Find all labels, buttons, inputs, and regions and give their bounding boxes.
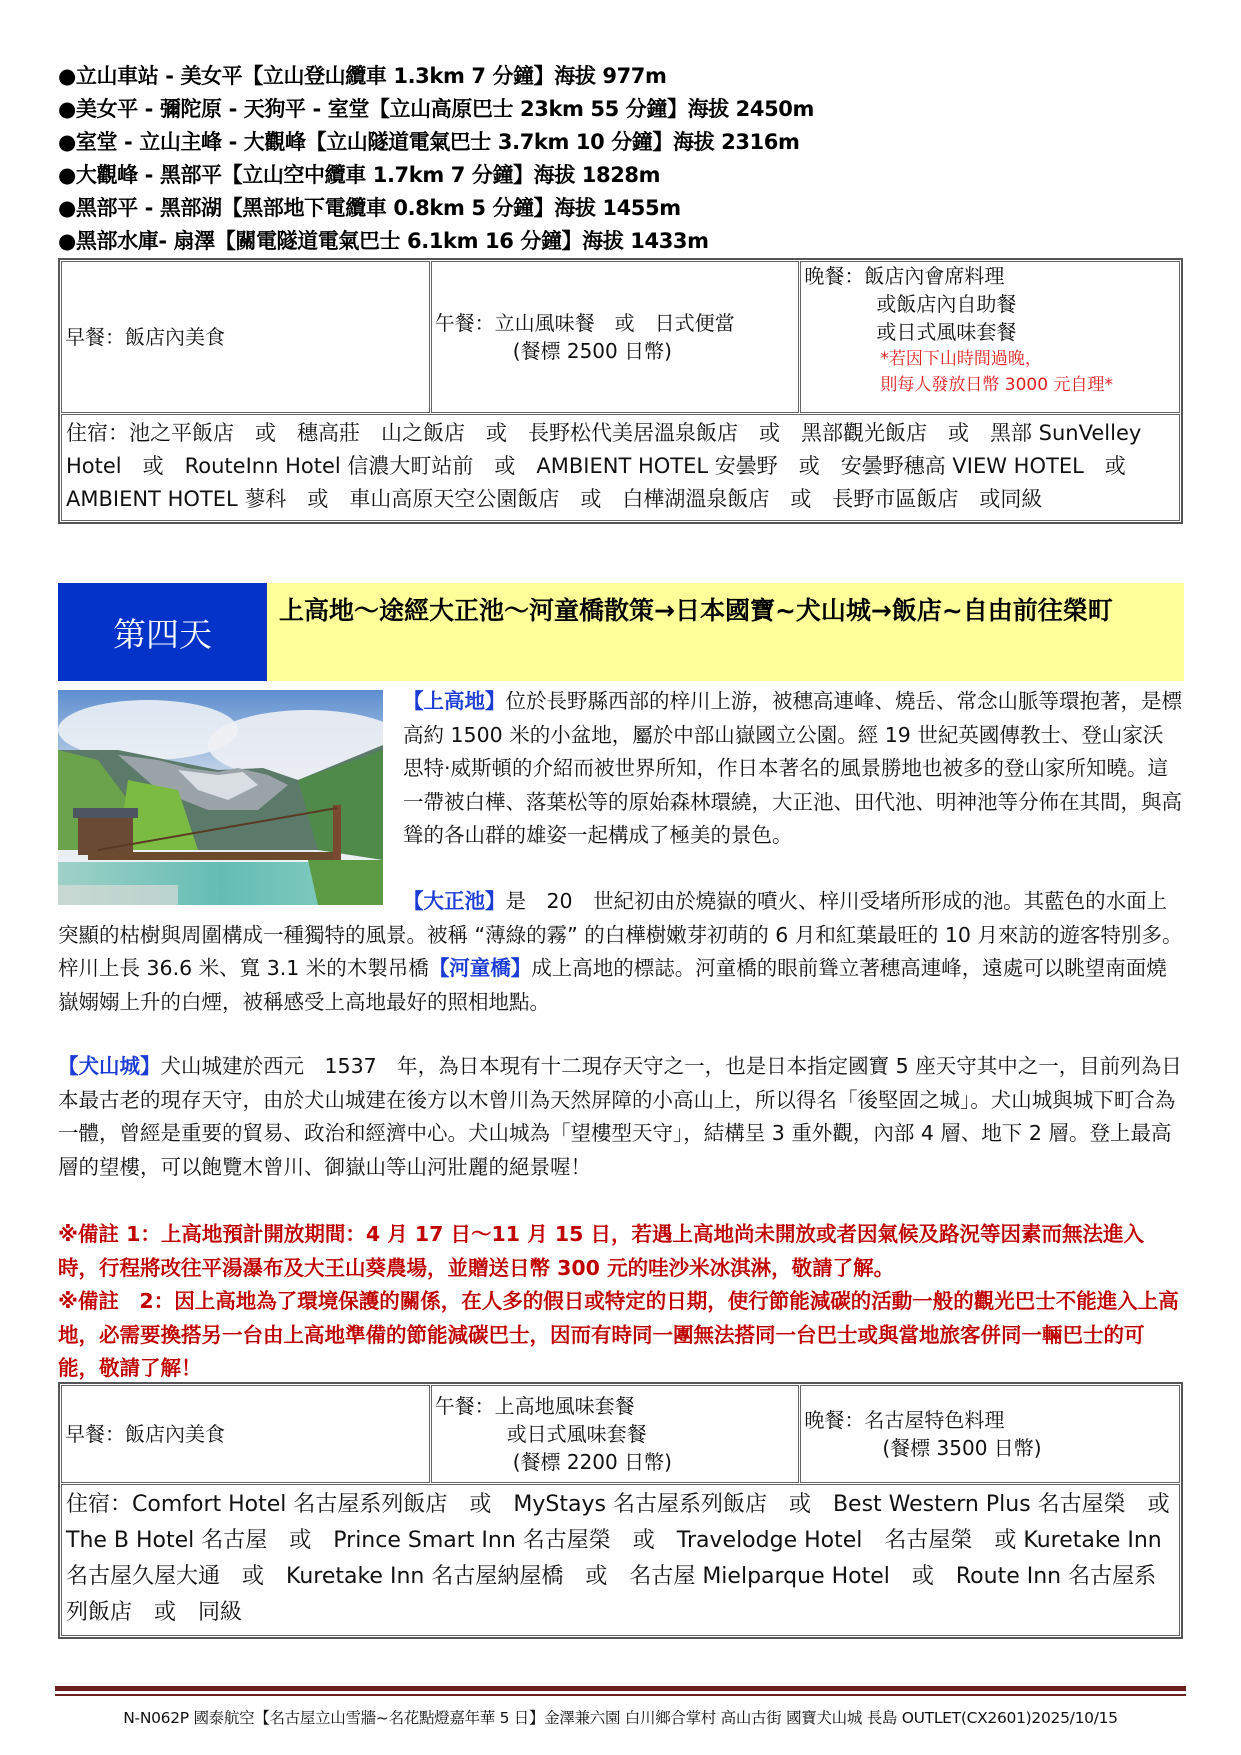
lunch-price: (餐標 2200 日幣): [512, 1450, 672, 1474]
inuyama-text: 犬山城建於西元 1537 年，為日本現有十二現存天守之一，也是日本指定國寶 5 座天守其中之一，目前列為日本最古老的現存天守，由於犬山城建在後方以木曾川為天然屏障的小高山上，所以得名「後堅固之城」。犬山城與城下町合為一體，曾經是重要的貿易、政治和經濟中心。犬山城為「望樓型天守」，結構呈 3 重外觀，內部 4 層、地下 2 層。登上最高層的望樓，可以飽覽木曾川、御嶽山等山河壯麗的絕景喔！: [58, 1054, 1182, 1179]
breakfast-text: 早餐：飯店內美食: [65, 325, 225, 349]
day-badge: 第四天: [58, 583, 267, 681]
lunch-text: 午餐：立山風味餐 或 日式便當: [434, 311, 735, 335]
kappa-bridge-text: 成上高地的標誌。河童橋的眼前聳立著穗高連峰，遠處可以眺望南面燒嶽嫋嫋上升的白煙，被稱感受上高地最好的照相地點。: [58, 956, 1167, 1014]
dinner-price: (餐標 3500 日幣): [882, 1436, 1042, 1460]
dinner-alt: 或飯店內自助餐: [876, 292, 1017, 316]
breakfast-text: 早餐：飯店內美食: [65, 1422, 225, 1446]
lunch-cell: [431, 261, 800, 413]
dinner-cell: [800, 261, 1180, 413]
route-list: [58, 60, 1188, 258]
dinner-alt: 或日式風味套餐: [876, 320, 1017, 344]
route-item: ●黑部水庫- 扇澤【關電隧道電氣巴士 6.1km 16 分鐘】海拔 1433m: [58, 229, 709, 253]
dinner-note: 則每人發放日幣 3000 元自理*: [880, 375, 1113, 395]
lunch-alt: 或日式風味套餐: [506, 1422, 647, 1446]
route-item: ●黑部平 - 黑部湖【黑部地下電纜車 0.8km 5 分鐘】海拔 1455m: [58, 196, 681, 220]
taisho-pond-paragraph: [58, 885, 1183, 1019]
lodging-cell: 住宿：池之平飯店 或 穗高莊 山之飯店 或 長野松代美居溫泉飯店 或 黑部觀光飯店 或 黑部 SunVelley Hotel 或 RouteInn Hotel 信濃大町站前 或 AMBIENT HOTEL 安曇野 或 安曇野穗高 VIEW HOTEL 或 AMBIENT HOTEL 蓼科 或 車山高原天空公園飯店 或 白樺湖溫泉飯店 或 長野市區飯店 或同級: [61, 414, 1180, 521]
footer-text: N-N062P 國泰航空【名古屋立山雪牆~名花點燈嘉年華 5 日】金澤兼六園 白川鄉合掌村 高山古街 國寶犬山城 長島 OUTLET(CX2601)2025/10/15: [123, 1709, 1118, 1727]
dinner-note: *若因下山時間過晚，: [880, 349, 1042, 369]
taisho-pond-text: 是 20 世紀初由於燒嶽的噴火、梓川受堵所形成的池。其藍色的水面上突顯的枯樹與周圍構成一種獨特的風景。被稱 “薄綠的霧” 的白樺樹嫩芽初萌的 6 月和紅葉最旺的 10 月來訪的遊客特別多。梓川上長 36.6 米、寬 3.1 米的木製吊橋: [58, 889, 1183, 980]
kamikochi-text: 位於長野縣西部的梓川上游，被穗高連峰、燒岳、常念山脈等環抱著，是標高約 1500 米的小盆地，屬於中部山嶽國立公園。經 19 世紀英國傳教士、登山家沃思特‧威斯頓的介紹而被世界所知，作日本著名的風景勝地也被多的登山家所知曉。這一帶被白樺、落葉松等的原始森林環繞，大正池、田代池、明神池等分佈在其間，與高聳的各山群的雄姿一起構成了極美的景色。: [403, 689, 1182, 847]
route-item: ●美女平 - 彌陀原 - 天狗平 - 室堂【立山高原巴士 23km 55 分鐘】海拔 2450m: [58, 97, 815, 121]
day-title: 上高地～途經大正池～河童橋散策→日本國寶~犬山城→飯店~自由前往榮町: [267, 583, 1184, 681]
lunch-cell: [431, 1385, 800, 1483]
remark-1: ※備註 1：上高地預計開放期間：4 月 17 日～11 月 15 日，若遇上高地尚未開放或者因氣候及路況等因素而無法進入時，行程將改往平湯瀑布及大王山葵農場，並贈送日幣 300 元的哇沙米冰淇淋，敬請了解。: [58, 1222, 1144, 1280]
day-header: [58, 583, 1184, 681]
route-item: ●大觀峰 - 黑部平【立山空中纜車 1.7km 7 分鐘】海拔 1828m: [58, 163, 661, 187]
inuyama-paragraph: [58, 1050, 1183, 1184]
route-item: ●室堂 - 立山主峰 - 大觀峰【立山隧道電氣巴士 3.7km 10 分鐘】海拔 2316m: [58, 130, 800, 154]
day3-meal-table: [58, 258, 1183, 524]
footer-divider-thin: [55, 1694, 1186, 1696]
dinner-text: 晚餐：名古屋特色料理: [804, 1408, 1005, 1432]
lodging-cell: 住宿：Comfort Hotel 名古屋系列飯店 或 MyStays 名古屋系列飯店 或 Best Western Plus 名古屋榮 或 The B Hotel 名古屋 或 Prince Smart Inn 名古屋榮 或 Travelodge Hotel 名古屋榮 或 Kuretake Inn 名古屋久屋大通 或 Kuretake Inn 名古屋納屋橋 或 名古屋 Mielparque Hotel 或 Route Inn 名古屋系列飯店 或 同級: [61, 1484, 1180, 1636]
dinner-cell: [800, 1385, 1180, 1483]
kamikochi-label: 【上高地】: [403, 689, 506, 713]
breakfast-cell: [61, 261, 430, 413]
breakfast-cell: [61, 1385, 430, 1483]
route-item: ●立山車站 - 美女平【立山登山纜車 1.3km 7 分鐘】海拔 977m: [58, 64, 667, 88]
kappa-bridge-label: 【河童橋】: [428, 956, 532, 980]
remark-2: ※備註 2：因上高地為了環境保護的關係，在人多的假日或特定的日期，使行節能減碳的活動一般的觀光巴士不能進入上高地，必需要換搭另一台由上高地準備的節能減碳巴士，因而有時同一團無法搭同一台巴士或與當地旅客併同一輛巴士的可能，敬請了解！: [58, 1289, 1179, 1380]
footer-divider: [55, 1686, 1186, 1691]
dinner-text: 晚餐：飯店內會席料理: [804, 264, 1005, 288]
taisho-pond-label: 【大正池】: [403, 889, 506, 913]
kamikochi-paragraph: [58, 685, 1183, 853]
day4-meal-table: [58, 1382, 1192, 1639]
inuyama-label: 【犬山城】: [58, 1054, 161, 1078]
lunch-text: 午餐：上高地風味套餐: [434, 1394, 635, 1418]
lunch-price: (餐標 2500 日幣): [512, 339, 672, 363]
